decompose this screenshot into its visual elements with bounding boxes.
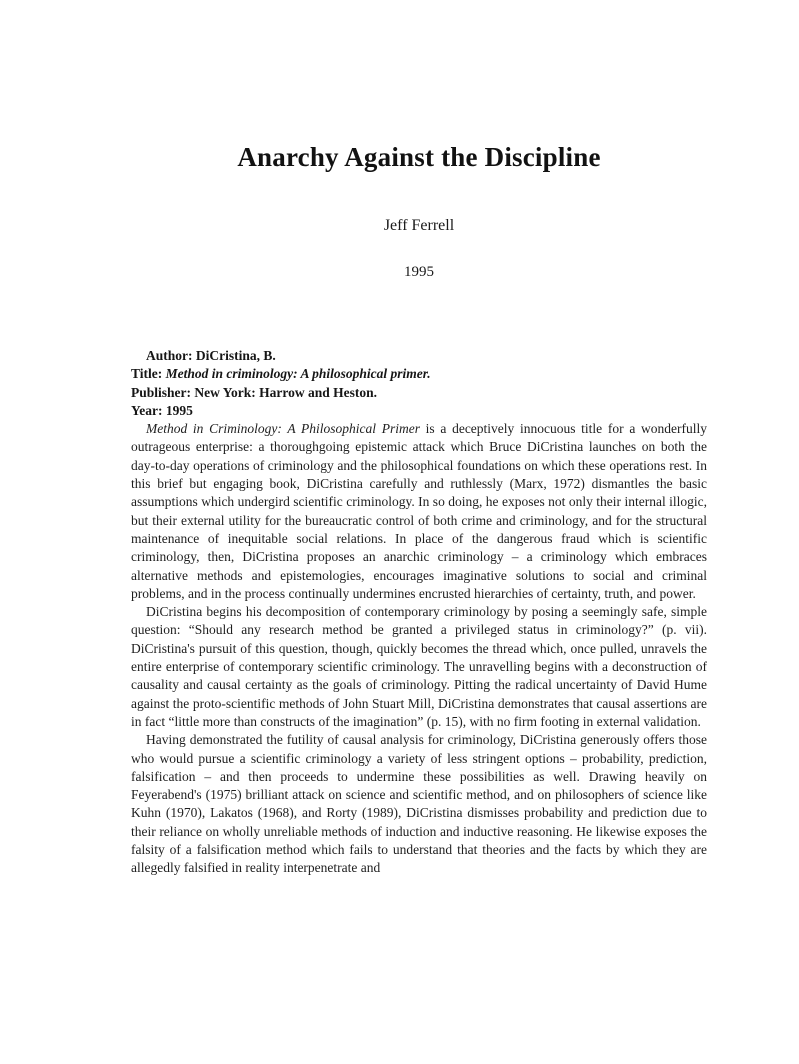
meta-year-label: Year:	[131, 402, 163, 418]
meta-publisher-label: Publisher:	[131, 384, 192, 400]
paragraph-2: DiCristina begins his decomposition of contemporary criminology by posing a seemingly safe, simple question: “Should any research method be granted a privileged status in criminology?” (p. vii). DiCristina's pursuit of this question, though, quickly becomes the thread which, once pulled, unravels the entire enterprise of contemporary scientific criminology. The unravelling begins with a deconstruction of causality and causal certainty as the goals of criminology. Pitting the radical uncertainty of David Hume against the proto-scientific methods of John Stuart Mill, DiCristina demonstrates that causal assertions are in fact “little more than constructs of the imagination” (p. 15), with no firm footing in external validation.	[131, 604, 707, 729]
byline-year: 1995	[404, 264, 434, 280]
meta-title-value: Method in criminology: A philosophical primer.	[165, 366, 431, 382]
meta-publisher-line	[131, 384, 707, 402]
review-body	[131, 347, 707, 878]
paragraph-1-book-title: Method in Criminology: A Philosophical Primer	[146, 421, 420, 437]
meta-author-label: Author:	[146, 348, 193, 363]
meta-author-value: DiCristina, B.	[195, 348, 276, 363]
meta-year-line	[131, 402, 707, 420]
meta-year-value: 1995	[165, 402, 193, 418]
page-title: Anarchy Against the Discipline	[237, 142, 601, 172]
meta-author-line	[131, 347, 707, 365]
paragraph-3: Having demonstrated the futility of causal analysis for criminology, DiCristina generously offers those who would pursue a scientific criminology a variety of less stringent options – probability, prediction, falsification – and then proceeds to undermine these possibilities as well. Drawing heavily on Feyerabend's (1975) brilliant attack on science and scientific method, and on philosophers of science like Kuhn (1970), Lakatos (1968), and Rorty (1989), DiCristina dismisses probability and prediction due to their reliance on wholly unreliable methods of induction and inductive reasoning. He likewise exposes the falsity of a falsification method which fails to understand that theories and the facts by which they are allegedly falsified in reality interpenetrate and	[131, 732, 707, 876]
byline-author: Jeff Ferrell	[383, 217, 455, 234]
paragraph-1	[131, 420, 707, 603]
meta-publisher-value: New York: Harrow and Heston.	[194, 384, 378, 400]
paragraph-1-text: is a deceptively innocuous title for a wonderfully outrageous enterprise: a thoroughgoing epistemic attack which Bruce DiCristina launches on both the day-to-day operations of criminology and the philosophical foundations on which these operations rest. In this brief but engaging book, DiCristina carefully and ruthlessly (Marx, 1972) dismantles the basic assumptions which undergird scientific criminology. In so doing, he exposes not only their internal illogic, but their external utility for the bureaucratic control of both crime and criminology, and for the structural maintenance of inequitable social relations. In place of the dangerous fraud which is scientific criminology, then, DiCristina proposes an anarchic criminology – a criminology which embraces alternative methods and epistemologies, encourages imaginative solutions to social and criminal problems, and in the process continually undermines encrusted hierarchies of certainty, truth, and power.	[131, 421, 707, 601]
meta-title-line	[131, 365, 707, 383]
meta-title-label: Title:	[131, 366, 163, 382]
